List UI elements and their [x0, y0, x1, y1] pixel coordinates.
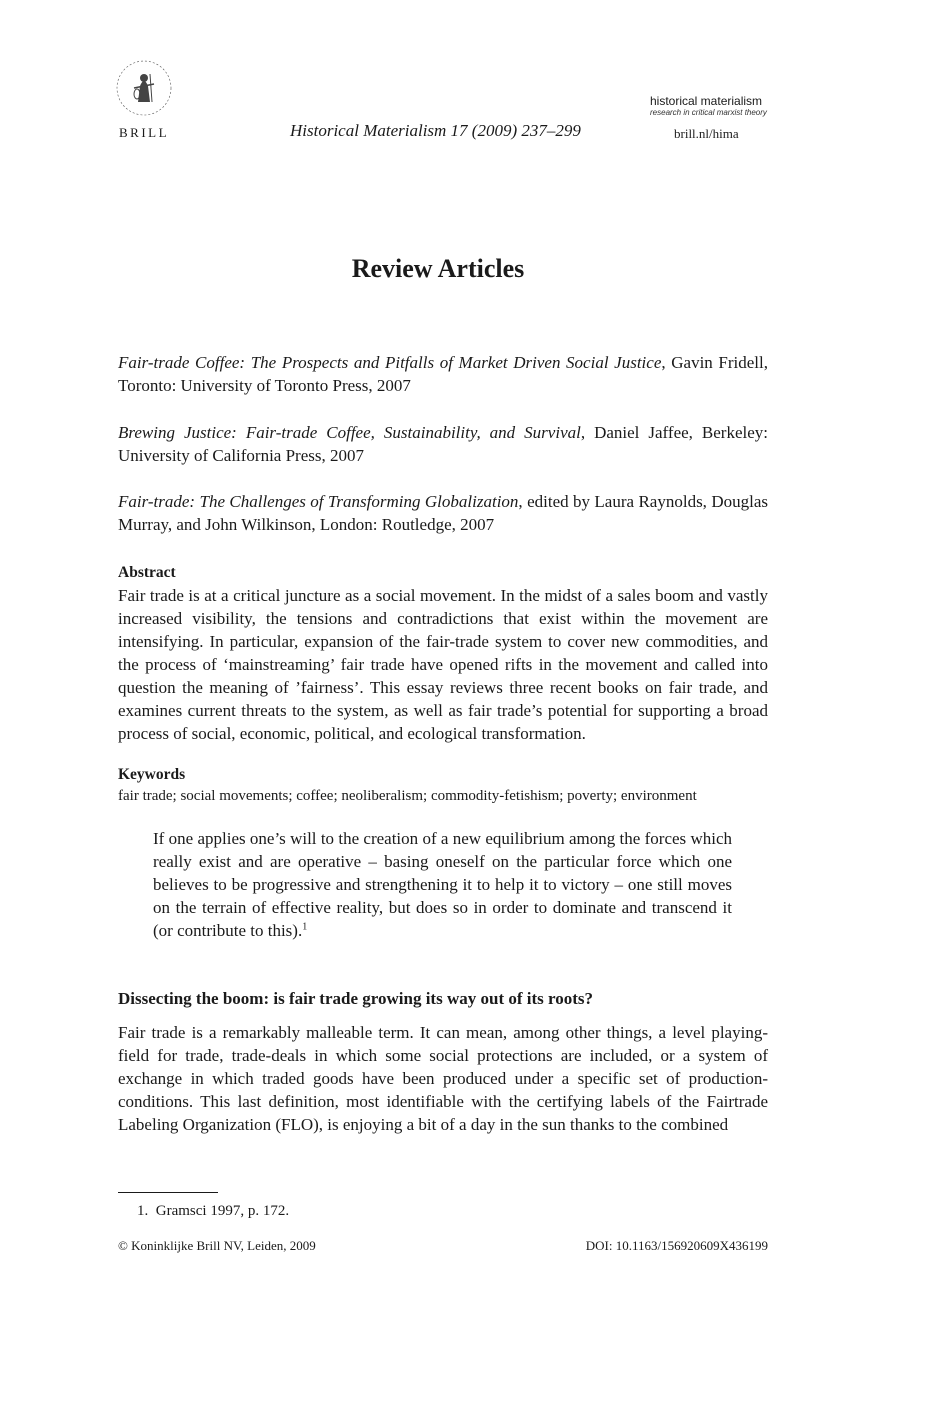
epigraph: [153, 827, 732, 942]
copyright: © Koninklijke Brill NV, Leiden, 2009: [118, 1238, 316, 1253]
footnote-rule: [118, 1192, 218, 1193]
abstract-label: Abstract: [118, 564, 176, 581]
footnote-number: 1.: [137, 1203, 149, 1219]
brill-logo-emblem: [112, 56, 176, 120]
doi[interactable]: DOI: 10.1163/156920609X436199: [585, 1238, 768, 1253]
footnote-marker[interactable]: 1: [302, 921, 308, 933]
epigraph-text: If one applies one’s will to the creation of a new equilibrium among the forces which really exist and are operative – basing oneself on the particular force which one believes to be progressive and strengthening it to help it to victory – one still moves on the terrain of effective reality, but does so in order to dominate and transcend it (or contribute to this).: [153, 829, 732, 940]
abstract-text: Fair trade is at a critical juncture as a social movement. In the midst of a sales boom and vastly increased visibility, the tensions and contradictions that exist within the movement are intensifying. In particular, expansion of the fair-trade system to cover new commodities, and the process of ‘mainstreaming’ fair trade have opened rifts in the movement and called into question the meaning of ’fairness’. This essay reviews three recent books on fair trade, and examines current threats to the system, as well as fair trade’s potential for supporting a broad process of social, economic, political, and ecological transformation.: [118, 586, 768, 743]
reviewed-book-1: [118, 351, 768, 397]
keywords-label: Keywords: [118, 766, 186, 783]
publisher-name: BRILL: [119, 125, 170, 140]
book-title: Brewing Justice: Fair-trade Coffee, Sustainability, and Survival: [118, 423, 581, 442]
section-body: Fair trade is a remarkably malleable term. It can mean, among other things, a level playing-field for trade, trade-deals in which some social protections are included, or a system of exchange in which traded goods have been produced under a specific set of production-conditions. This last definition, most identifiable with the certifying labels of the Fairtrade Labeling Organization (FLO), is enjoying a bit of a day in the sun thanks to the combined: [118, 1023, 768, 1134]
footnote: [137, 1203, 289, 1220]
journal-name: historical materialism: [650, 94, 763, 108]
brill-logo: [112, 56, 176, 120]
reviewed-book-2: [118, 421, 768, 467]
book-details: , Gavin Fridell, Toronto: University of Toronto Press, 2007: [118, 353, 768, 395]
book-title: Fair-trade: The Challenges of Transforming Globalization: [118, 492, 519, 511]
abstract: [118, 561, 768, 745]
keywords-text: fair trade; social movements; coffee; neoliberalism; commodity-fetishism; poverty; environment: [118, 788, 697, 804]
page-title: Review Articles: [351, 254, 525, 283]
reviewed-book-3: [118, 490, 768, 536]
journal-url[interactable]: brill.nl/hima: [674, 126, 739, 141]
book-details: , edited by Laura Raynolds, Douglas Murray, and John Wilkinson, London: Routledge, 2007: [118, 492, 768, 534]
book-details: , Daniel Jaffee, Berkeley: University of California Press, 2007: [118, 423, 768, 465]
section-heading: Dissecting the boom: is fair trade growing its way out of its roots?: [118, 989, 594, 1008]
footnote-text: Gramsci 1997, p. 172.: [155, 1203, 290, 1219]
journal-tagline: research in critical marxist theory: [650, 108, 767, 117]
book-title: Fair-trade Coffee: The Prospects and Pitfalls of Market Driven Social Justice: [118, 353, 662, 372]
journal-citation: Historical Materialism 17 (2009) 237–299: [290, 121, 581, 140]
keywords: [118, 763, 768, 806]
